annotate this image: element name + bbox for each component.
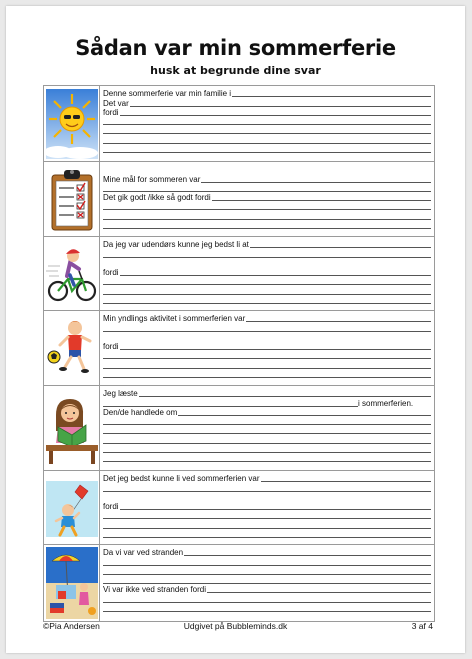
answer-area (100, 471, 434, 544)
prompt-text: Jeg læste (103, 389, 138, 399)
prompt-text: Denne sommerferie var min familie i (103, 89, 232, 99)
girl-reading-book-icon (44, 386, 100, 470)
section-family-trip (44, 86, 434, 162)
answer-line[interactable] (201, 182, 431, 183)
answer-line[interactable] (120, 275, 431, 276)
answer-area (100, 386, 434, 470)
answer-line[interactable] (103, 528, 431, 529)
prompt-text: fordi (103, 342, 119, 352)
answer-line[interactable] (103, 452, 431, 453)
answer-line[interactable] (103, 257, 431, 258)
answer-line[interactable] (212, 200, 431, 201)
prompt-text: Vi var ikke ved stranden fordi (103, 585, 207, 595)
beach-scene-icon (44, 545, 100, 621)
answer-line[interactable] (139, 396, 431, 397)
clipboard-checklist-icon (44, 162, 100, 236)
answer-line[interactable] (103, 602, 431, 603)
answer-line[interactable] (246, 321, 431, 322)
answer-line[interactable] (120, 115, 431, 116)
answer-line[interactable] (103, 537, 431, 538)
prompt-text: i sommerferien. (358, 398, 414, 408)
answer-line[interactable] (103, 461, 431, 462)
answer-line[interactable] (103, 491, 431, 492)
page-title: Sådan var min sommerferie (75, 36, 396, 60)
answer-line[interactable] (103, 518, 431, 519)
prompt-text: Da vi var ved stranden (103, 548, 184, 558)
answer-line[interactable] (120, 349, 431, 350)
answer-line[interactable] (250, 247, 431, 248)
prompt-text: fordi (103, 502, 119, 512)
prompt-text: Min yndlings aktivitet i sommerferien var (103, 314, 246, 324)
answer-line[interactable] (103, 443, 431, 444)
footer-publisher: Udgivet på Bubbleminds.dk (183, 621, 288, 631)
worksheet-page (6, 6, 465, 653)
prompt-text: Den/de handlede om (103, 407, 178, 417)
child-on-bicycle-icon (44, 237, 100, 310)
answer-line[interactable] (120, 509, 431, 510)
answer-line[interactable] (103, 209, 431, 210)
answer-line[interactable] (103, 406, 358, 407)
answer-line[interactable] (207, 592, 431, 593)
answer-area (100, 237, 434, 310)
section-best-part (44, 471, 434, 545)
answer-line[interactable] (103, 152, 431, 153)
answer-line[interactable] (103, 611, 431, 612)
answer-line[interactable] (103, 377, 431, 378)
answer-line[interactable] (103, 368, 431, 369)
section-summer-goals (44, 162, 434, 237)
answer-area (100, 86, 434, 161)
answer-line[interactable] (130, 106, 431, 107)
answer-line[interactable] (178, 415, 431, 416)
answer-line[interactable] (103, 228, 431, 229)
boy-playing-football-icon (44, 311, 100, 385)
answer-line[interactable] (103, 294, 431, 295)
answer-line[interactable] (103, 133, 431, 134)
page-subtitle: husk at begrunde dine svar (150, 64, 321, 77)
answer-area (100, 162, 434, 236)
answer-line[interactable] (103, 331, 431, 332)
section-beach (44, 545, 434, 622)
answer-line[interactable] (103, 433, 431, 434)
section-reading (44, 386, 434, 471)
worksheet-table (43, 85, 435, 622)
prompt-text: fordi (103, 268, 119, 278)
child-with-kite-icon (44, 471, 100, 544)
answer-line[interactable] (103, 219, 431, 220)
answer-line[interactable] (261, 481, 431, 482)
sun-icon (44, 86, 100, 161)
prompt-text: Mine mål for sommeren var (103, 174, 201, 184)
answer-line[interactable] (103, 358, 431, 359)
footer-copyright: ©Pia Andersen (43, 621, 100, 631)
answer-line[interactable] (103, 583, 431, 584)
prompt-text: Det gik godt /ikke så godt fordi (103, 193, 211, 203)
section-outdoors (44, 237, 434, 311)
prompt-text: fordi (103, 107, 119, 117)
prompt-text: Det var (103, 98, 129, 108)
answer-line[interactable] (103, 574, 431, 575)
answer-line[interactable] (184, 555, 431, 556)
footer-page-number: 3 af 4 (411, 621, 433, 631)
answer-line[interactable] (103, 124, 431, 125)
section-favorite-activity (44, 311, 434, 386)
prompt-text: Da jeg var udendørs kunne jeg bedst li at (103, 240, 249, 250)
answer-area (100, 311, 434, 385)
answer-line[interactable] (103, 303, 431, 304)
answer-line[interactable] (232, 96, 431, 97)
answer-area (100, 545, 434, 621)
answer-line[interactable] (103, 143, 431, 144)
answer-line[interactable] (103, 424, 431, 425)
answer-line[interactable] (103, 191, 431, 192)
answer-line[interactable] (103, 565, 431, 566)
prompt-text: Det jeg bedst kunne li ved sommerferien var (103, 474, 260, 484)
answer-line[interactable] (103, 284, 431, 285)
